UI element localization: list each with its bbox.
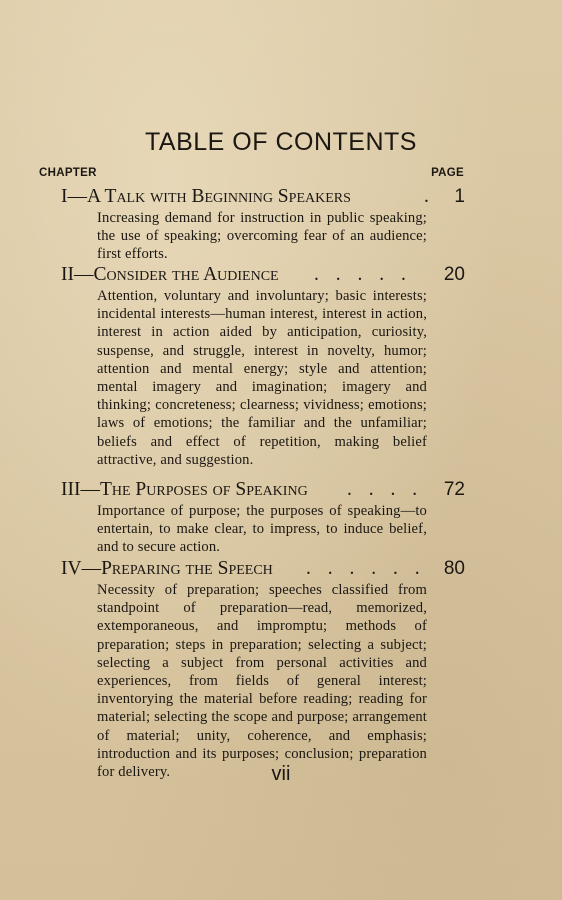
chapter-heading	[61, 263, 279, 287]
chapter-summary: Increasing demand for instruction in public speaking; the use of speaking; overcoming fear of an audience; first efforts.	[97, 210, 427, 263]
chapter-page-number: 20	[443, 264, 465, 285]
toc-entry-chapter-1[interactable]	[61, 185, 465, 209]
chapter-page-number: 1	[454, 186, 465, 207]
chapter-heading	[61, 185, 351, 209]
page-title: TABLE OF CONTENTS	[145, 128, 417, 156]
chapter-title: Consider the Audience	[93, 264, 279, 285]
toc-entry-chapter-2[interactable]	[61, 263, 465, 287]
chapter-title: The Purposes of Speaking	[99, 479, 308, 500]
dot-leader: . . . .	[347, 479, 424, 500]
chapter-heading	[61, 478, 308, 502]
chapter-summary: Necessity of preparation; speeches classified from standpoint of preparation—read, memorized, extemporaneous, and impromptu; methods of preparation; steps in preparation; selecting a subject; selecting a subject from personal activities and experiences, from fields of general interest; inventorying the material before reading; reading for material; selecting the scope and purpose; arrangement of material; unity, coherence, and emphasis; introduction and its purposes; conclusion; preparation for delivery.	[97, 582, 427, 781]
chapter-number: I—	[61, 186, 87, 207]
page-column-header: PAGE	[431, 167, 464, 179]
chapter-summary: Attention, voluntary and involuntary; basic interests; incidental interests—human interest, interest in action, interest in action aided by anticipation, curiosity, suspense, and struggle, interest in novelty, humor; attention and mental energy; style and attention; mental imagery and imagination; imagery and thinking; concreteness; clearness; vividness; emotions; laws of emotions; the familiar and the unfamiliar; beliefs and effect of repetition, making belief attractive, and suggestion.	[97, 288, 427, 468]
chapter-title: Preparing the Speech	[101, 558, 273, 579]
chapter-column-header: CHAPTER	[39, 167, 97, 179]
toc-entry-chapter-4[interactable]	[61, 557, 465, 581]
dot-leader: .	[424, 186, 435, 207]
chapter-heading	[61, 557, 273, 581]
dot-leader: . . . . .	[314, 264, 412, 285]
chapter-page-number: 72	[443, 479, 465, 500]
chapter-number: II—	[61, 264, 94, 285]
chapter-summary: Importance of purpose; the purposes of speaking—to entertain, to make clear, to impress, to induce belief, and to secure action.	[97, 503, 427, 556]
chapter-title: A Talk with Beginning Speakers	[87, 186, 351, 207]
dot-leader: . . . . . .	[306, 558, 426, 579]
chapter-number: IV—	[61, 558, 102, 579]
toc-entry-chapter-3[interactable]	[61, 478, 465, 502]
chapter-page-number: 80	[443, 558, 465, 579]
page-folio: vii	[271, 763, 291, 785]
chapter-number: III—	[61, 479, 100, 500]
